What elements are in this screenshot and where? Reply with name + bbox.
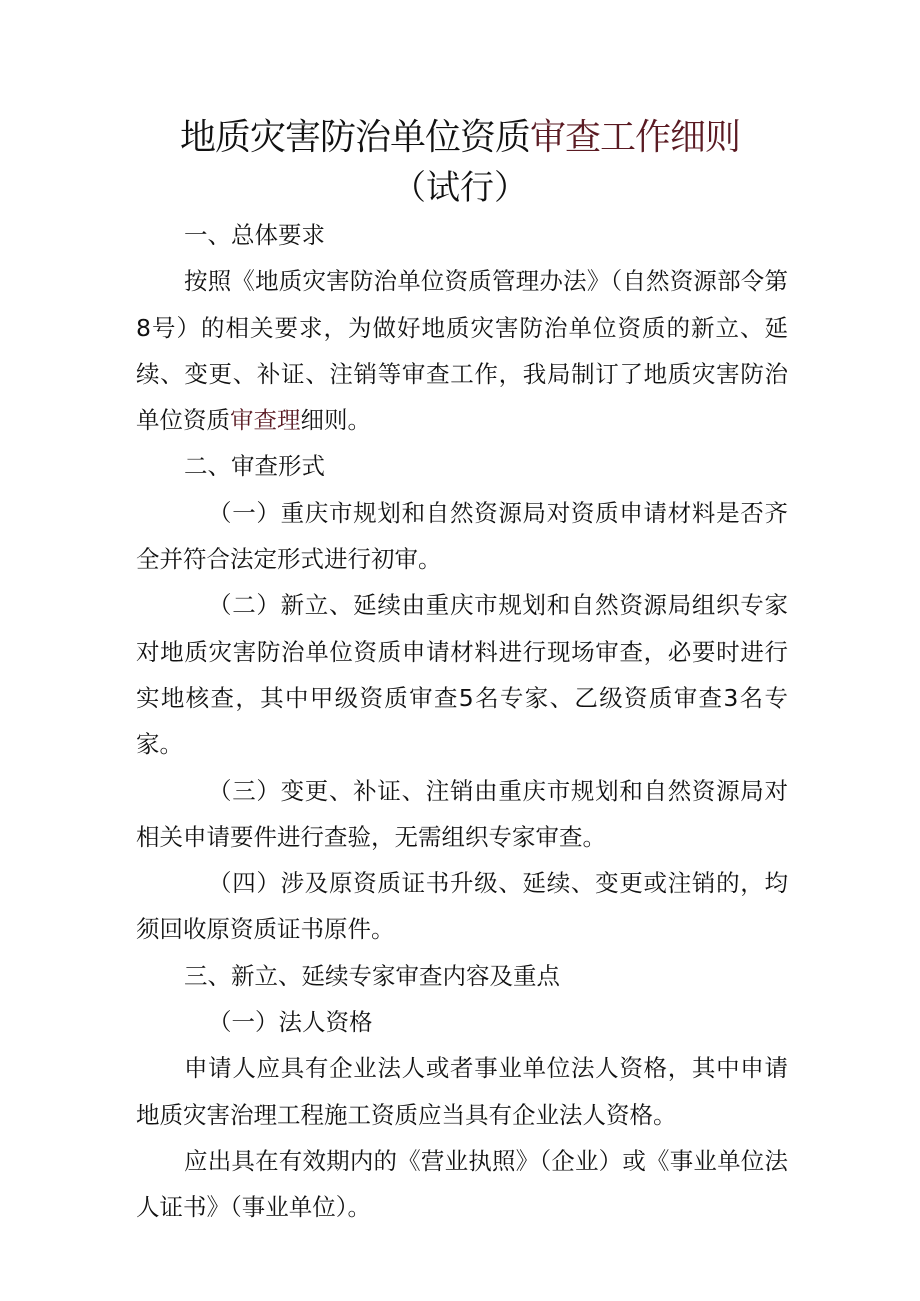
paragraph-general-requirements [136, 258, 788, 443]
document-title [0, 112, 920, 164]
section-heading-2: 二、审查形式 [184, 452, 325, 481]
section-heading-1: 一、总体要求 [184, 221, 325, 249]
paragraph-legal-person-1: 申请人应具有企业法人或者事业单位法人资格，其中申请地质灾害治理工程施工资质应当具有企业法人资格。 [136, 1054, 788, 1129]
review-item-4: （四）涉及原资质证书升级、延续、变更或注销的，均须回收原资质证书原件。 [136, 869, 788, 944]
review-item-1: （一）重庆市规划和自然资源局对资质申请材料是否齐全并符合法定形式进行初审。 [136, 498, 788, 574]
paragraph-text-end: 细则。 [300, 406, 371, 435]
title-main: 地质灾害防治单位资质 [179, 117, 530, 158]
paragraph-legal-person-2: 应出具在有效期内的《营业执照》（企业）或《事业单位法人证书》（事业单位）。 [136, 1146, 788, 1222]
highlighted-text: 审查理 [230, 406, 301, 435]
section-heading-3: 三、新立、延续专家审查内容及重点 [184, 961, 560, 990]
title-accent: 审查工作细则 [530, 117, 741, 158]
review-item-3: （三）变更、补证、注销由重庆市规划和自然资源局对相关申请要件进行查验，无需组织专家审查。 [136, 776, 788, 851]
review-item-2: （二）新立、延续由重庆市规划和自然资源局组织专家对地质灾害防治单位资质申请材料进行现场审查，必要时进行实地核查，其中甲级资质审查5名专家、乙级资质审查3名专家。 [136, 591, 788, 759]
subsection-heading-legal-person: （一）法人资格 [208, 1008, 373, 1037]
document-subtitle: （试行） [392, 168, 528, 208]
document-body [136, 212, 788, 1231]
paragraph-text: 按照《地质灾害防治单位资质管理办法》（自然资源部令第8号）的相关要求，为做好地质灾害防治单位资质的新立、延续、变更、补证、注销等审查工作，我局制订了地质灾害防治单位资质 [136, 267, 788, 435]
